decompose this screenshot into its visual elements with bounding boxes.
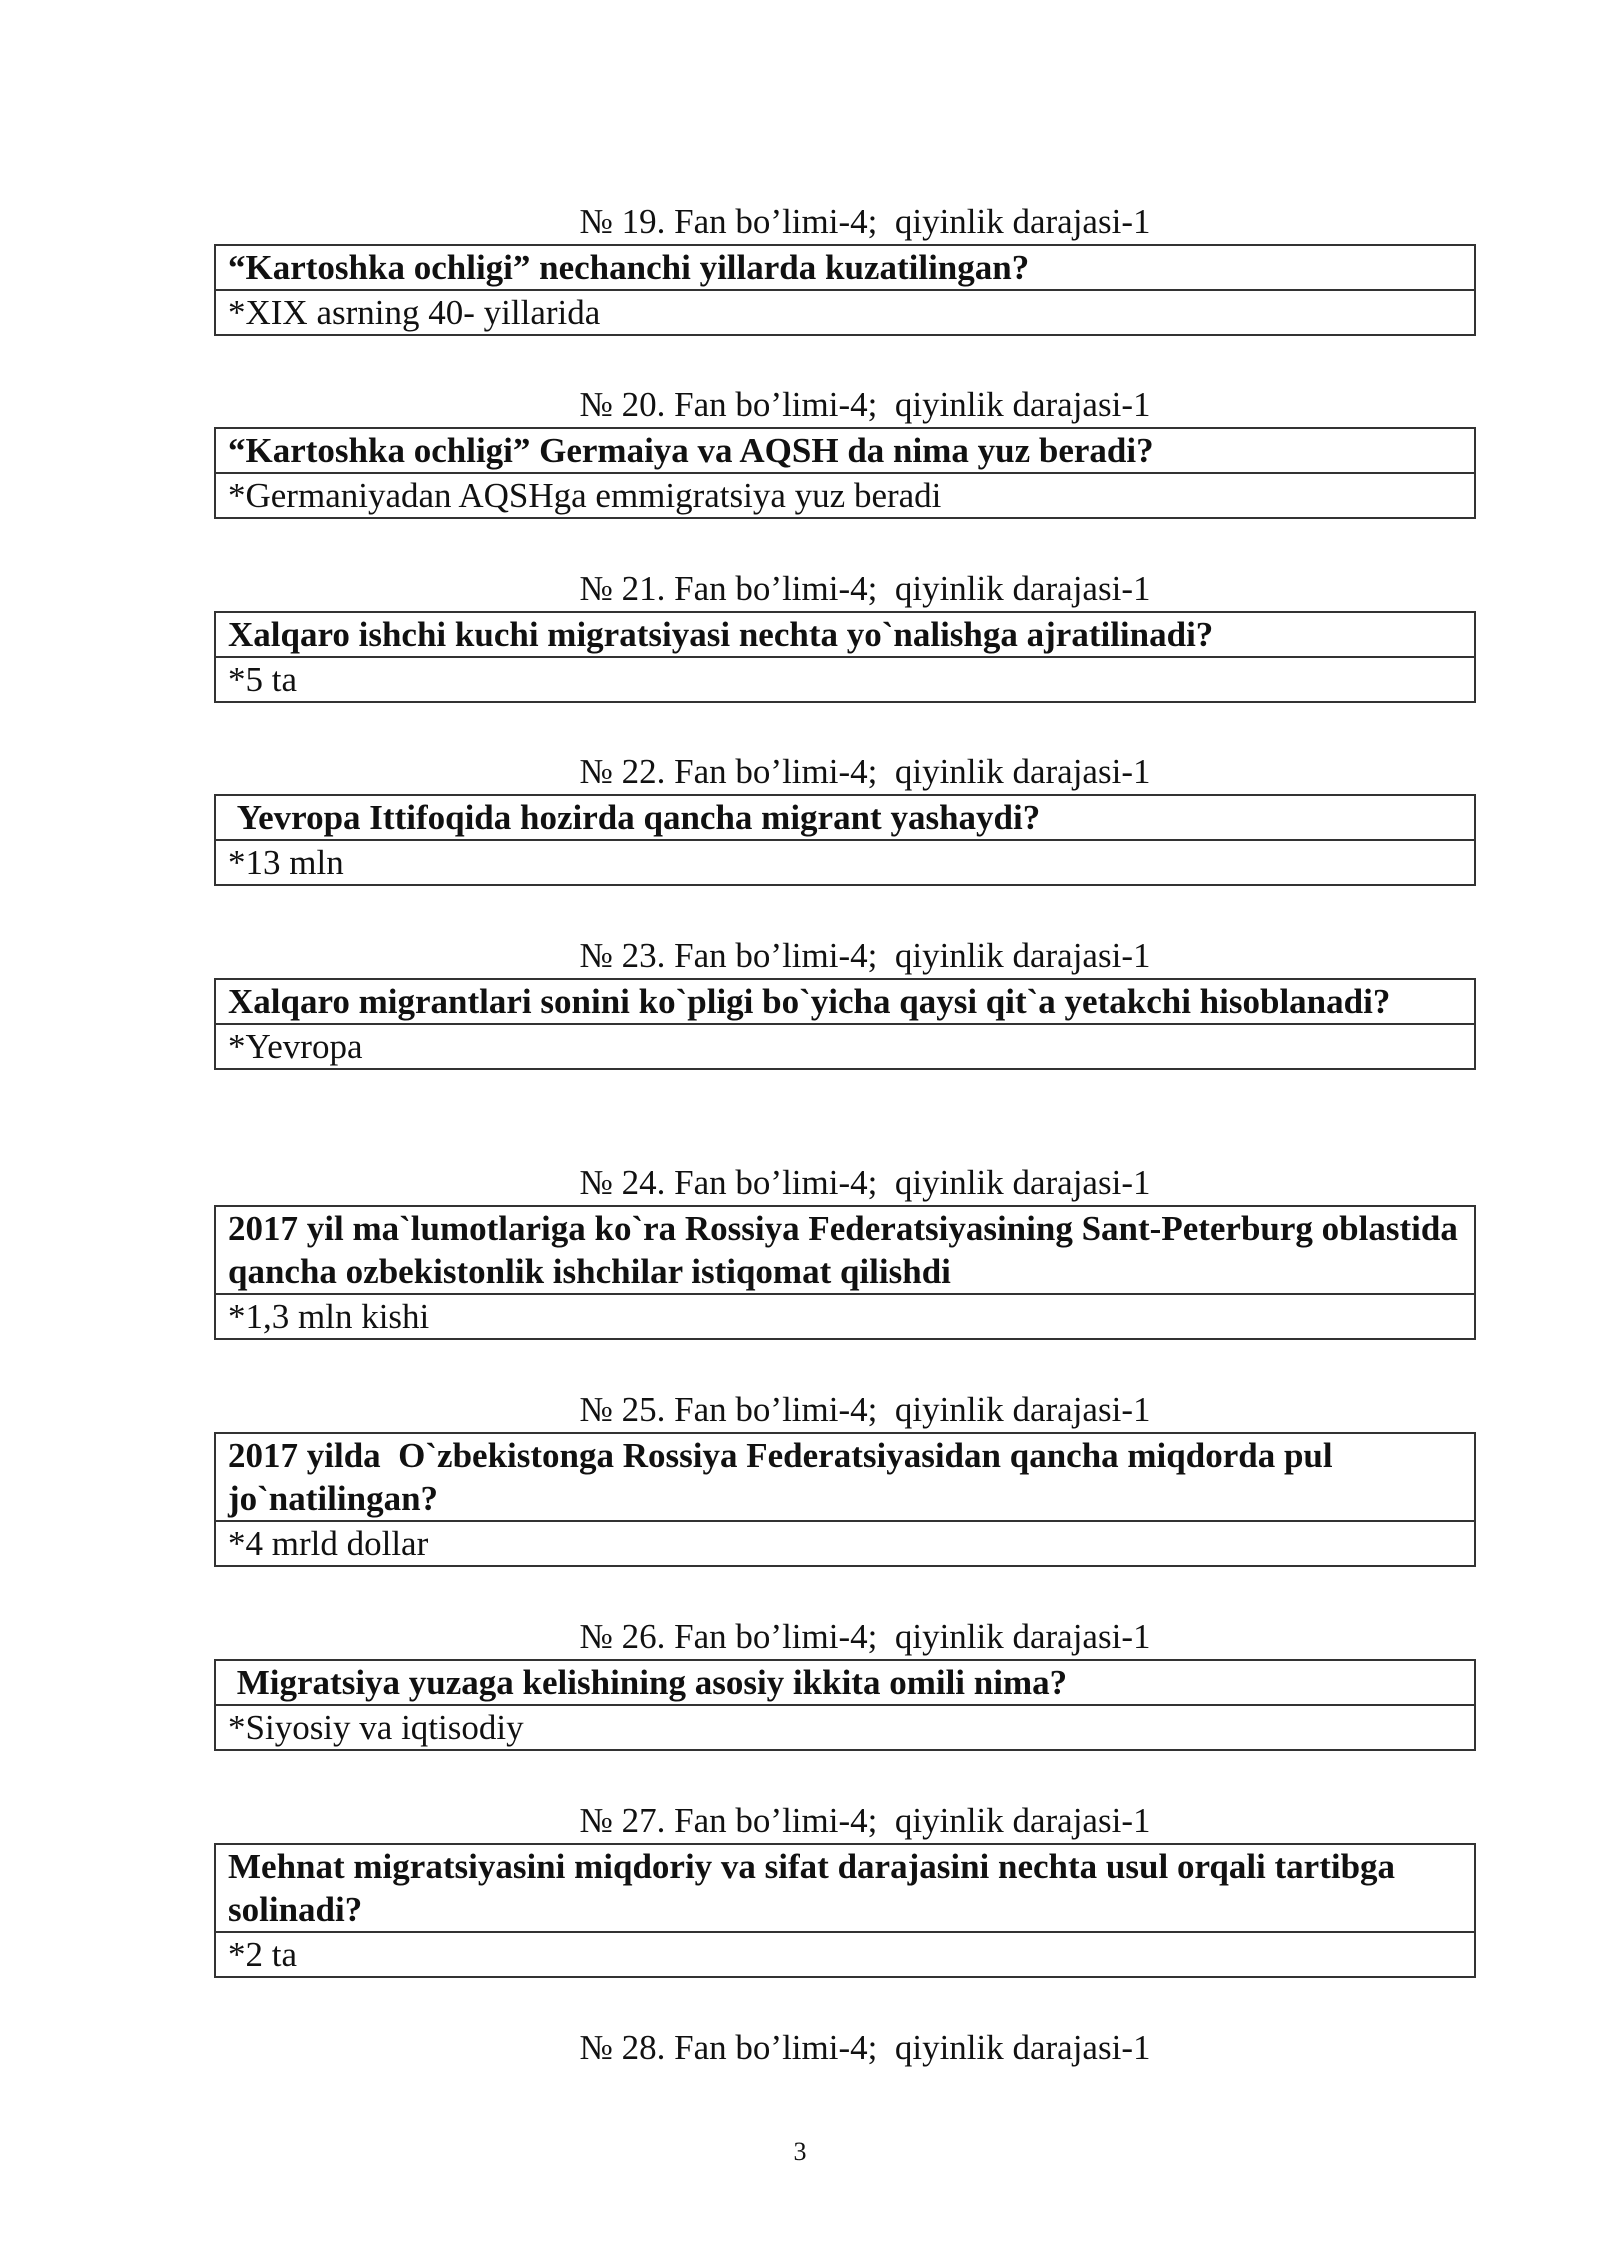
question-block: [214, 750, 1476, 886]
question-block: [214, 567, 1476, 703]
answer-text: *5 ta: [216, 656, 1474, 701]
answer-text: *Germaniyadan AQSHga emmigratsiya yuz beradi: [216, 472, 1474, 517]
question-text: “Kartoshka ochligi” Germaiya va AQSH da nima yuz beradi?: [228, 431, 1154, 470]
question-heading: № 23. Fan bo’limi-4; qiyinlik darajasi-1: [579, 936, 1151, 975]
answer-text: *Yevropa: [216, 1023, 1474, 1068]
question-heading: № 21. Fan bo’limi-4; qiyinlik darajasi-1: [579, 569, 1151, 608]
question-table: [214, 1843, 1476, 1978]
question-block: [214, 2026, 1476, 2070]
answer-text: *1,3 mln kishi: [216, 1293, 1474, 1338]
question-heading: № 27. Fan bo’limi-4; qiyinlik darajasi-1: [579, 1801, 1151, 1840]
answer-text: *XIX asrning 40- yillarida: [216, 289, 1474, 334]
question-block: [214, 383, 1476, 519]
question-heading: № 22. Fan bo’limi-4; qiyinlik darajasi-1: [579, 752, 1151, 791]
page-number: 3: [793, 2137, 807, 2166]
question-text: 2017 yil ma`lumotlariga ko`ra Rossiya Federatsiyasining Sant-Peterburg oblastida qancha ozbekistonlik ishchilar istiqomat qilishdi: [228, 1209, 1467, 1291]
question-heading: № 25. Fan bo’limi-4; qiyinlik darajasi-1: [579, 1390, 1151, 1429]
answer-text: *2 ta: [216, 1931, 1474, 1976]
question-block: [214, 934, 1476, 1070]
question-table: [214, 427, 1476, 519]
question-text: 2017 yilda O`zbekistonga Rossiya Federatsiyasidan qancha miqdorda pul jo`natilingan?: [228, 1436, 1342, 1518]
question-heading: № 24. Fan bo’limi-4; qiyinlik darajasi-1: [579, 1163, 1151, 1202]
question-heading: № 19. Fan bo’limi-4; qiyinlik darajasi-1: [579, 202, 1151, 241]
question-text: Migratsiya yuzaga kelishining asosiy ikkita omili nima?: [228, 1663, 1068, 1702]
question-text: Mehnat migratsiyasini miqdoriy va sifat darajasini nechta usul orqali tartibga solinadi?: [228, 1847, 1404, 1929]
question-block: [214, 200, 1476, 336]
question-block: [214, 1161, 1476, 1340]
question-heading: № 26. Fan bo’limi-4; qiyinlik darajasi-1: [579, 1617, 1151, 1656]
question-table: [214, 978, 1476, 1070]
question-block: [214, 1388, 1476, 1567]
question-text: “Kartoshka ochligi” nechanchi yillarda kuzatilingan?: [228, 248, 1030, 287]
question-table: [214, 794, 1476, 886]
question-block: [214, 1799, 1476, 1978]
question-table: [214, 611, 1476, 703]
answer-text: *4 mrld dollar: [216, 1520, 1474, 1565]
question-table: [214, 244, 1476, 336]
question-text: Xalqaro ishchi kuchi migratsiyasi nechta yo`nalishga ajratilinadi?: [228, 615, 1214, 654]
question-text: Xalqaro migrantlari sonini ko`pligi bo`yicha qaysi qit`a yetakchi hisoblanadi?: [228, 982, 1391, 1021]
question-heading: № 28. Fan bo’limi-4; qiyinlik darajasi-1: [579, 2028, 1151, 2067]
answer-text: *Siyosiy va iqtisodiy: [216, 1704, 1474, 1749]
question-table: [214, 1432, 1476, 1567]
question-heading: № 20. Fan bo’limi-4; qiyinlik darajasi-1: [579, 385, 1151, 424]
question-text: Yevropa Ittifoqida hozirda qancha migrant yashaydi?: [228, 798, 1041, 837]
question-table: [214, 1659, 1476, 1751]
question-block: [214, 1615, 1476, 1751]
answer-text: *13 mln: [216, 839, 1474, 884]
question-table: [214, 1205, 1476, 1340]
